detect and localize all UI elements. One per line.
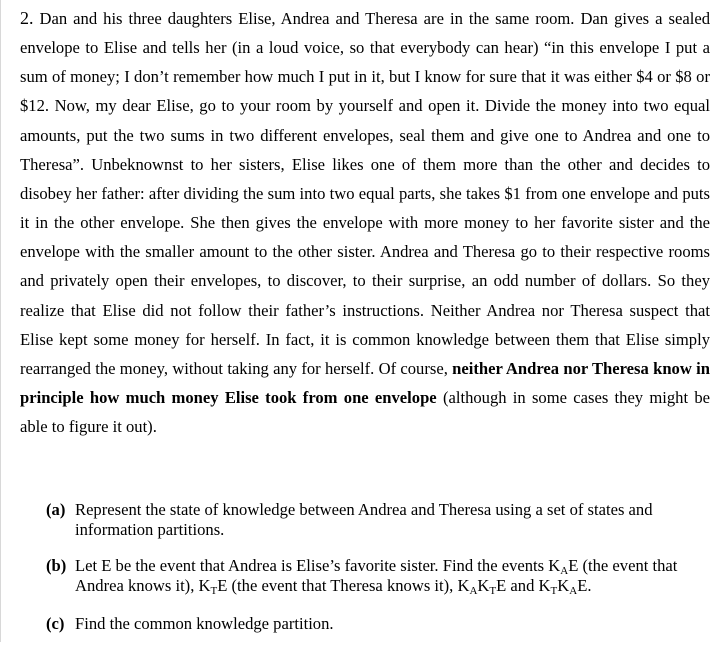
subquestion-b-text: Let E be the event that Andrea is Elise’s favorite sister. Find the events $K_AE$ (the event that Andrea knows it), $K_TE$ (the event that Theresa knows it), $K_AK_TE$ and $K_TK_AE$. (75, 556, 678, 597)
problem-2-paragraph (20, 4, 710, 441)
problem-text-bold: neither Andrea nor Theresa know in principle how much money Elise took from one envelope (20, 358, 710, 408)
subquestion-a-label: (a) (46, 500, 66, 519)
problem-number: 2. (20, 8, 34, 28)
problem-text-part-2: (although in some cases they might be able to figure it out). (20, 388, 711, 437)
subquestion-c (46, 614, 696, 634)
problem-text-part-1: Dan and his three daughters Elise, Andrea and Theresa are in the same room. Dan gives a sealed envelope to Elise and tells her (in a loud voice, so that everybody can hear) “in this envelope I put a sum of money; I don’t remember how much I put in it, but I know for sure that it was either $4 or $8 or $12. Now, my dear Elise, go to your room by yourself and open it. Divide the money into two equal amounts, put the two sums in two different envelopes, seal them and give one to Andrea and one to Theresa”. Unbeknownst to her sisters, Elise likes one of them more than the other and decides to disobey her father: after dividing the sum into two equal parts, she takes $1 from one envelope and puts it in the other envelope. She then gives the envelope with more money to her favorite sister and the envelope with the smaller amount to the other sister. Andrea and Theresa go to their respective rooms and privately open their envelopes, to discover, to their surprise, an odd number of dollars. So they realize that Elise did not follow their father’s instructions. Neither Andrea nor Theresa suspect that Elise kept some money for herself. In fact, it is common knowledge between them that Elise simply rearranged the money, without taking any for herself. Of course, (20, 9, 710, 378)
subquestion-a (46, 500, 696, 540)
subquestion-c-label: (c) (46, 614, 65, 633)
page-margin-rule (0, 0, 1, 642)
subquestion-list (46, 500, 696, 650)
subquestion-a-text: Represent the state of knowledge between Andrea and Theresa using a set of states and information partitions. (75, 500, 653, 539)
subquestion-c-text: Find the common knowledge partition. (75, 614, 334, 633)
subquestion-b-label: (b) (46, 556, 67, 575)
subquestion-b (46, 556, 696, 596)
